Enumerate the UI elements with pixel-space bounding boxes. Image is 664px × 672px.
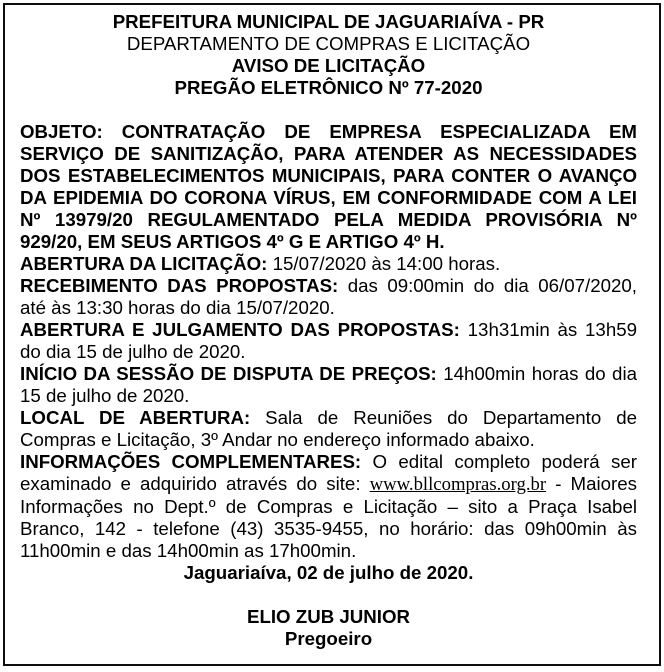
inicio-sessao-label: INÍCIO DA SESSÃO DE DISPUTA DE PREÇOS: [20, 363, 437, 384]
abertura-licitacao-value: 15/07/2020 às 14:00 horas. [272, 253, 501, 274]
informacoes-text-after: - Maiores Informações no Dept.º de Compras e Licitação – sito a Praça Isabel Branco, 142 - telefone (43) 3535-9455, no horário: das 09h00min às 11h00min e das 14h00min as 17h00min. [20, 473, 638, 561]
signer-title: Pregoeiro [284, 628, 373, 649]
abertura-julgamento-value: 13h31min às 13h59 do dia 15 de julho de 2020. [20, 319, 637, 362]
local-abertura-label: LOCAL DE ABERTURA: [20, 407, 251, 428]
abertura-licitacao-paragraph [20, 253, 637, 275]
local-abertura-paragraph [20, 407, 637, 451]
inicio-sessao-value: 14h00min horas do dia 15 de julho de 2020. [20, 363, 637, 406]
bllcompras-site-link[interactable]: www.bllcompras.org.br [369, 474, 547, 495]
notice-body [5, 5, 659, 650]
local-abertura-value: Sala de Reuniões do Departamento de Compras e Licitação, 3º Andar no endereço informado abaixo. [20, 407, 637, 450]
recebimento-propostas-value: das 09:00min do dia 06/07/2020, até às 13:30 horas do dia 15/07/2020. [20, 275, 637, 318]
signature-block [20, 606, 637, 650]
informacoes-text-before: O edital completo poderá ser examinado e adquirido através do site: [20, 451, 637, 494]
notice-title: AVISO DE LICITAÇÃO [231, 55, 426, 76]
abertura-julgamento-paragraph [20, 319, 637, 363]
objeto-paragraph: OBJETO: CONTRATAÇÃO DE EMPRESA ESPECIALIZADA EM SERVIÇO DE SANITIZAÇÃO, PARA ATENDER AS NECESSIDADES DOS ESTABELECIMENTOS MUNICIPAIS, PARA CONTER O AVANÇO DA EPIDEMIA DO CORONA VÍRUS, EM CONFORMIDADE COM A LEI Nº 13979/20 REGULAMENTADO PELA MEDIDA PROVISÓRIA Nº 929/20, EM SEUS ARTIGOS 4º G E ARTIGO 4º H. [20, 121, 637, 252]
recebimento-propostas-paragraph [20, 275, 637, 319]
notice-header [20, 11, 637, 99]
auction-number: PREGÃO ELETRÔNICO Nº 77-2020 [174, 77, 483, 98]
org-name: PREFEITURA MUNICIPAL DE JAGUARIAÍVA - PR [112, 11, 545, 32]
informacoes-paragraph [20, 451, 637, 562]
document-page [3, 3, 661, 666]
signer-name: ELIO ZUB JUNIOR [246, 606, 410, 627]
date-place-line: Jaguariaíva, 02 de julho de 2020. [183, 562, 474, 583]
inicio-sessao-paragraph [20, 363, 637, 407]
abertura-licitacao-label: ABERTURA DA LICITAÇÃO: [20, 253, 268, 274]
informacoes-label: INFORMAÇÕES COMPLEMENTARES: [20, 451, 362, 472]
recebimento-propostas-label: RECEBIMENTO DAS PROPOSTAS: [20, 275, 339, 296]
abertura-julgamento-label: ABERTURA E JULGAMENTO DAS PROPOSTAS: [20, 319, 460, 340]
department-name: DEPARTAMENTO DE COMPRAS E LICITAÇÃO [126, 33, 531, 54]
